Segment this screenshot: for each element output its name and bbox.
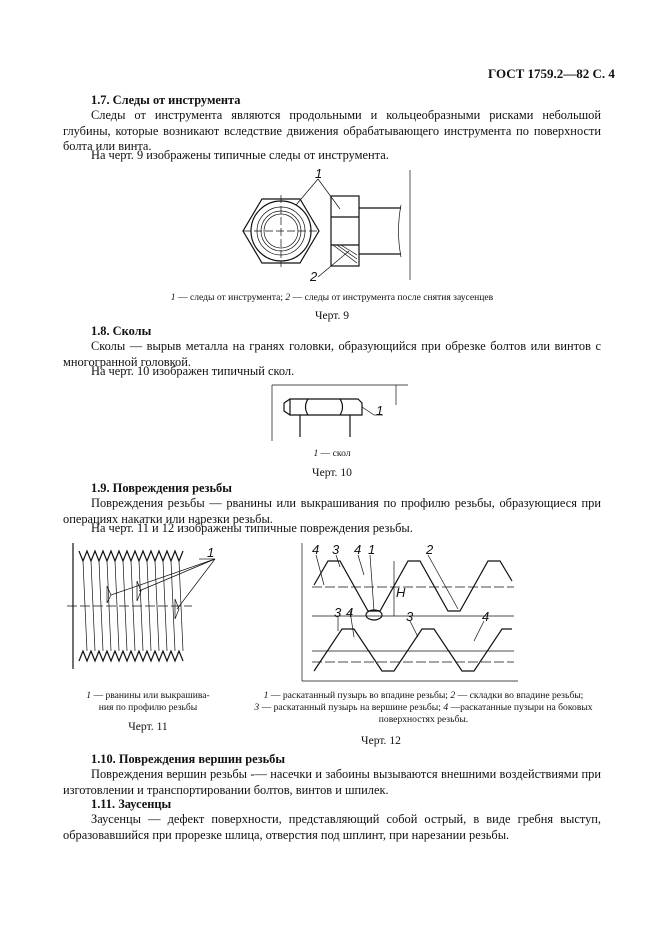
figure-11-label-1: 1 [207,545,215,560]
figure-12-label-4c: 4 [346,605,354,620]
section-1-9-paragraph: Повреждения резьбы — рванины или выкрашивания по профилю резьбы, образующиеся при операциях накатки или нарезки резьбы. [63,496,601,526]
figure-12-dimension-h: H [396,585,406,600]
figure-12-label-1: 1 [368,542,376,557]
section-1-9-figure-ref: На черт. 11 и 12 изображены типичные повреждения резьбы. [91,521,413,535]
section-heading-1-8: 1.8. Сколы [91,324,152,338]
figure-10-caption: Черт. 10 [312,466,352,479]
figure-12-label-3a: 3 [332,542,340,557]
figure-12-label-3b: 3 [334,605,342,620]
section-1-11-paragraph: Заусенцы — дефект поверхности, представляющий собой острый, в виде гребня выступ, образовавшийся при прорезке шлица, отверстия под шплинт, при нарезании резьбы. [63,812,601,842]
figure-12-caption: Черт. 12 [361,734,401,747]
section-1-8-paragraph: Сколы — вырыв металла на гранях головки, образующийся при обрезке болтов или винтов с многогранной головкой. [63,339,601,369]
figure-12-drawing [298,541,523,686]
figure-10-legend: 1 — скол [313,448,351,459]
section-heading-1-9: 1.9. Повреждения резьбы [91,481,232,495]
figure-12-label-4a: 4 [312,542,320,557]
figure-12-legend: 1 — раскатанный пузырь во впадине резьбы; 2 — складки во впадине резьбы; 3 — раскатанный пузырь на вершине резьбы; 4 —раскатанные пузыри на боковых поверхностях резьбы. [254,690,593,725]
figure-9-drawing [236,165,436,290]
figure-9-caption: Черт. 9 [314,309,350,322]
section-1-8-figure-ref: На черт. 10 изображен типичный скол. [91,364,295,378]
figure-10-label-1: 1 [376,403,384,418]
figure-11-caption: Черт. 11 [128,720,168,733]
section-1-7-figure-ref: На черт. 9 изображены типичные следы от инструмента. [91,148,389,162]
figure-9-label-1: 1 [315,166,323,181]
figure-11-drawing [67,541,227,681]
section-1-10-paragraph: Повреждения вершин резьбы -— насечки и забоины вызываются внешними воздействиями при изготовлении и транспортировании болтов, винтов и шпилек. [63,767,601,797]
figure-12-label-2: 2 [426,542,434,557]
figure-12-label-3c: 3 [406,609,414,624]
section-heading-1-7: 1.7. Следы от инструмента [91,93,241,107]
figure-9-label-2: 2 [310,269,318,284]
figure-11-legend: 1 — рванины или выкрашива- ния по профилю резьбы [86,690,210,713]
figure-10-drawing [268,385,408,445]
figure-12-label-4b: 4 [354,542,362,557]
section-heading-1-10: 1.10. Повреждения вершин резьбы [91,752,286,766]
page-header: ГОСТ 1759.2—82 С. 4 [488,66,615,81]
figure-12-label-4d: 4 [482,609,490,624]
section-1-7-paragraph: Следы от инструмента являются продольными и кольцеобразными рисками небольшой глубины, которые возникают вследствие движения обрабатывающего инструмента по поверхности болта или винта. [63,108,601,153]
figure-9-legend: 1 — следы от инструмента; 2 — следы от инструмента после снятия заусенцев [170,292,494,303]
section-heading-1-11: 1.11. Заусенцы [91,797,172,811]
